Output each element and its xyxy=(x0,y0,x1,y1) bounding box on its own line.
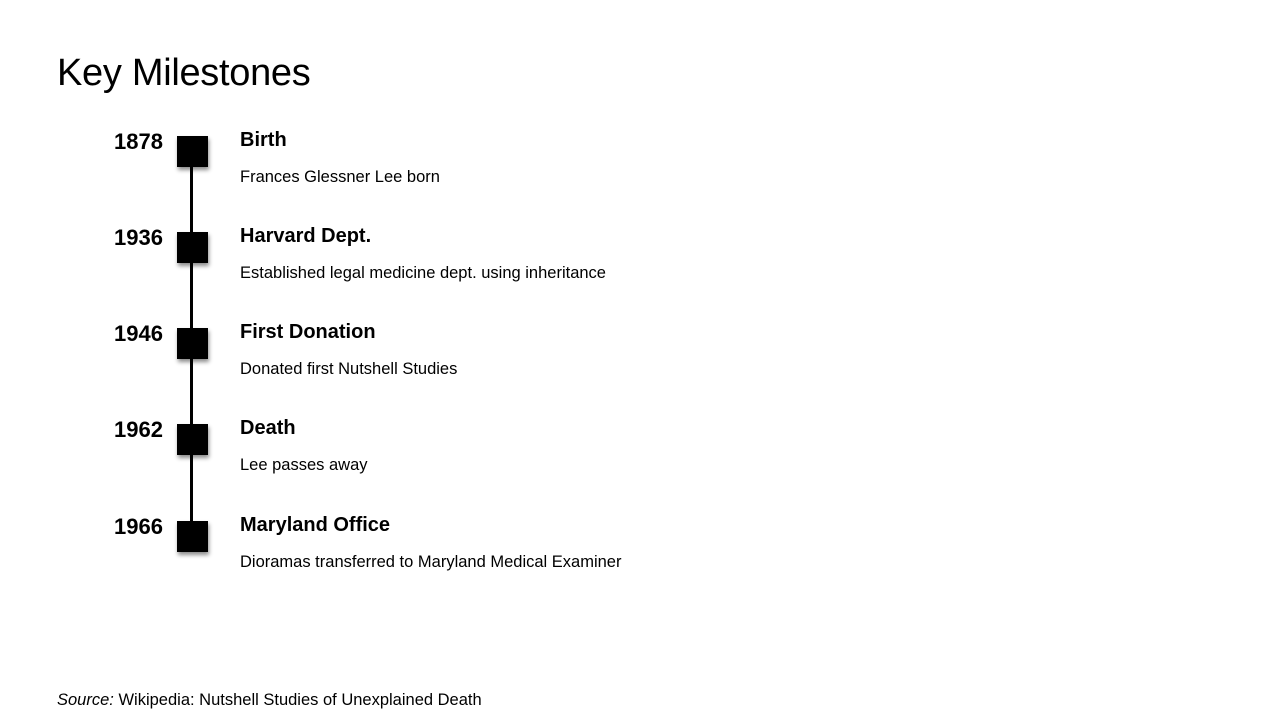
source-label: Source: xyxy=(57,691,114,709)
milestone-item xyxy=(0,128,900,224)
source-text: Wikipedia: Nutshell Studies of Unexplained Death xyxy=(118,691,482,709)
milestone-title: Birth xyxy=(240,129,287,151)
milestone-description: Dioramas transferred to Maryland Medical Examiner xyxy=(240,553,622,571)
page-title: Key Milestones xyxy=(57,52,311,94)
milestone-year: 1946 xyxy=(114,321,163,346)
milestone-description: Frances Glessner Lee born xyxy=(240,168,440,186)
milestone-marker xyxy=(177,232,208,263)
milestone-item xyxy=(0,224,900,320)
milestone-year: 1966 xyxy=(114,514,163,539)
milestone-item xyxy=(0,416,900,512)
milestone-description: Lee passes away xyxy=(240,456,368,474)
milestone-year: 1936 xyxy=(114,225,163,250)
milestone-title: First Donation xyxy=(240,321,376,343)
milestone-marker xyxy=(177,328,208,359)
source-citation xyxy=(57,689,482,711)
milestone-year: 1962 xyxy=(114,417,163,442)
milestone-title: Death xyxy=(240,417,296,439)
milestone-marker xyxy=(177,521,208,552)
milestone-description: Established legal medicine dept. using inheritance xyxy=(240,264,606,282)
milestone-marker xyxy=(177,136,208,167)
milestone-year: 1878 xyxy=(114,129,163,154)
milestone-item xyxy=(0,320,900,416)
milestone-title: Harvard Dept. xyxy=(240,225,372,247)
milestone-item xyxy=(0,513,900,609)
milestone-title: Maryland Office xyxy=(240,514,391,536)
milestone-description: Donated first Nutshell Studies xyxy=(240,360,458,378)
milestone-marker xyxy=(177,424,208,455)
